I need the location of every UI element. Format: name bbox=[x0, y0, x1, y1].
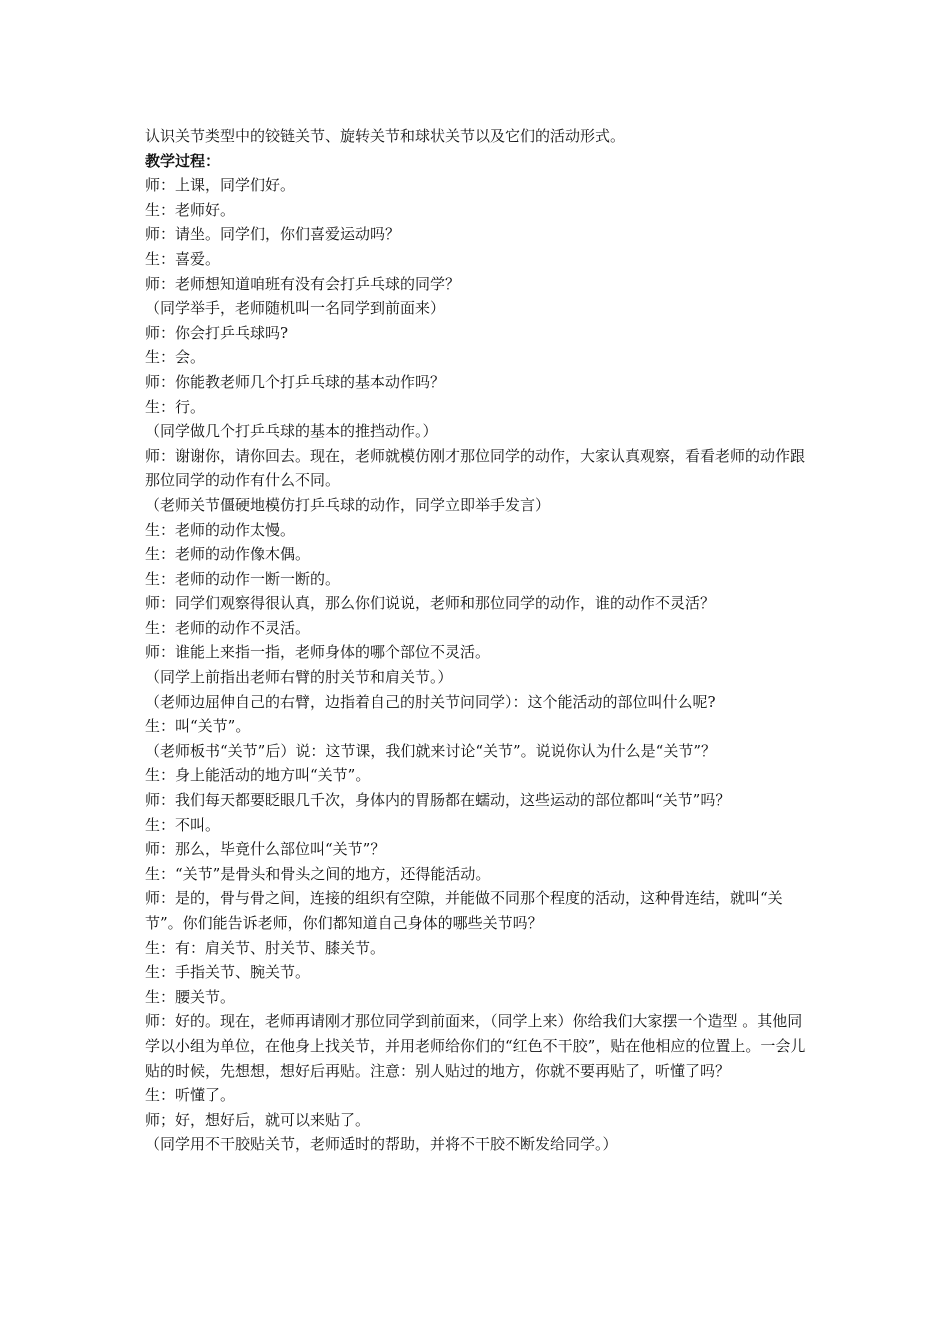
paragraph: 师：谁能上来指一指，老师身体的哪个部位不灵活。 bbox=[145, 643, 491, 662]
paragraph: 生：身上能活动的地方叫“关节”。 bbox=[145, 766, 371, 785]
paragraph: 生：“关节”是骨头和骨头之间的地方，还得能活动。 bbox=[145, 864, 491, 883]
paragraph: 师：好的。现在，老师再请刚才那位同学到前面来，（同学上来）你给我们大家摆一个造型 。其他同学以小组为单位，在他身上找关节，并用老师给你们的“红色不干胶”，贴在他相应的位置上。一会儿贴的时候，先想想，想好后再贴。注意：别人贴过的地方，你就不要再贴了，听懂了吗？ bbox=[145, 1012, 806, 1080]
paragraph: 生：叫“关节”。 bbox=[145, 717, 251, 736]
paragraph: （同学做几个打乒乓球的基本的推挡动作。） bbox=[145, 422, 438, 441]
paragraph: （同学用不干胶贴关节，老师适时的帮助，并将不干胶不断发给同学。） bbox=[145, 1135, 618, 1154]
paragraph: 生：腰关节。 bbox=[145, 987, 236, 1006]
paragraph: 生：老师的动作一断一断的。 bbox=[145, 569, 341, 588]
paragraph: 师：上课，同学们好。 bbox=[145, 176, 296, 195]
paragraph: 生：手指关节、腕关节。 bbox=[145, 963, 311, 982]
paragraph: 师：你能教老师几个打乒乓球的基本动作吗？ bbox=[145, 372, 446, 391]
paragraph: 认识关节类型中的铰链关节、旋转关节和球状关节以及它们的活动形式。 bbox=[145, 127, 626, 145]
paragraph: （同学上前指出老师右臂的肘关节和肩关节。） bbox=[145, 668, 453, 687]
document-body bbox=[145, 124, 813, 1157]
paragraph: 生：听懂了。 bbox=[145, 1086, 236, 1105]
paragraph: 生：有：肩关节、肘关节、膝关节。 bbox=[145, 938, 386, 957]
paragraph: （老师板书“关节”后）说：这节课，我们就来讨论“关节”。说说你认为什么是“关节”？ bbox=[145, 741, 717, 760]
section-heading: 教学过程： bbox=[145, 151, 221, 170]
paragraph: 师：老师想知道咱班有没有会打乒乓球的同学？ bbox=[145, 274, 461, 293]
paragraph: 师：是的，骨与骨之间，连接的组织有空隙，并能做不同那个程度的活动，这种骨连结，就叫“关节”。你们能告诉老师，你们都知道自己身体的哪些关节吗？ bbox=[145, 889, 783, 932]
paragraph: 师：你会打乒乓球吗? bbox=[145, 323, 289, 342]
paragraph: 生：会。 bbox=[145, 348, 206, 367]
paragraph: （老师边屈伸自己的右臂，边指着自己的肘关节问同学）：这个能活动的部位叫什么呢? bbox=[145, 692, 716, 711]
paragraph: 生：老师好。 bbox=[145, 200, 236, 219]
paragraph: 生：不叫。 bbox=[145, 815, 221, 834]
paragraph: 师：请坐。同学们，你们喜爱运动吗？ bbox=[145, 225, 401, 244]
paragraph: （同学举手，老师随机叫一名同学到前面来） bbox=[145, 299, 446, 318]
paragraph: 生：喜爱。 bbox=[145, 249, 221, 268]
paragraph: 师：那么，毕竟什么部位叫“关节”？ bbox=[145, 840, 386, 859]
paragraph: 师；好，想好后，就可以来贴了。 bbox=[145, 1110, 371, 1129]
paragraph: 生：老师的动作太慢。 bbox=[145, 520, 296, 539]
paragraph: 师：谢谢你，请你回去。现在，老师就模仿刚才那位同学的动作，大家认真观察，看看老师的动作跟那位同学的动作有什么不同。 bbox=[145, 446, 806, 490]
paragraph: 生：行。 bbox=[145, 397, 206, 416]
paragraph: 生：老师的动作不灵活。 bbox=[145, 618, 311, 637]
paragraph: 生：老师的动作像木偶。 bbox=[145, 545, 311, 564]
paragraph: 师：我们每天都要眨眼几千次，身体内的胃肠都在蠕动，这些运动的部位都叫“关节”吗？ bbox=[145, 791, 731, 810]
paragraph: 师：同学们观察得很认真，那么你们说说，老师和那位同学的动作，谁的动作不灵活？ bbox=[145, 594, 716, 613]
paragraph: （老师关节僵硬地模仿打乒乓球的动作，同学立即举手发言） bbox=[145, 495, 551, 514]
